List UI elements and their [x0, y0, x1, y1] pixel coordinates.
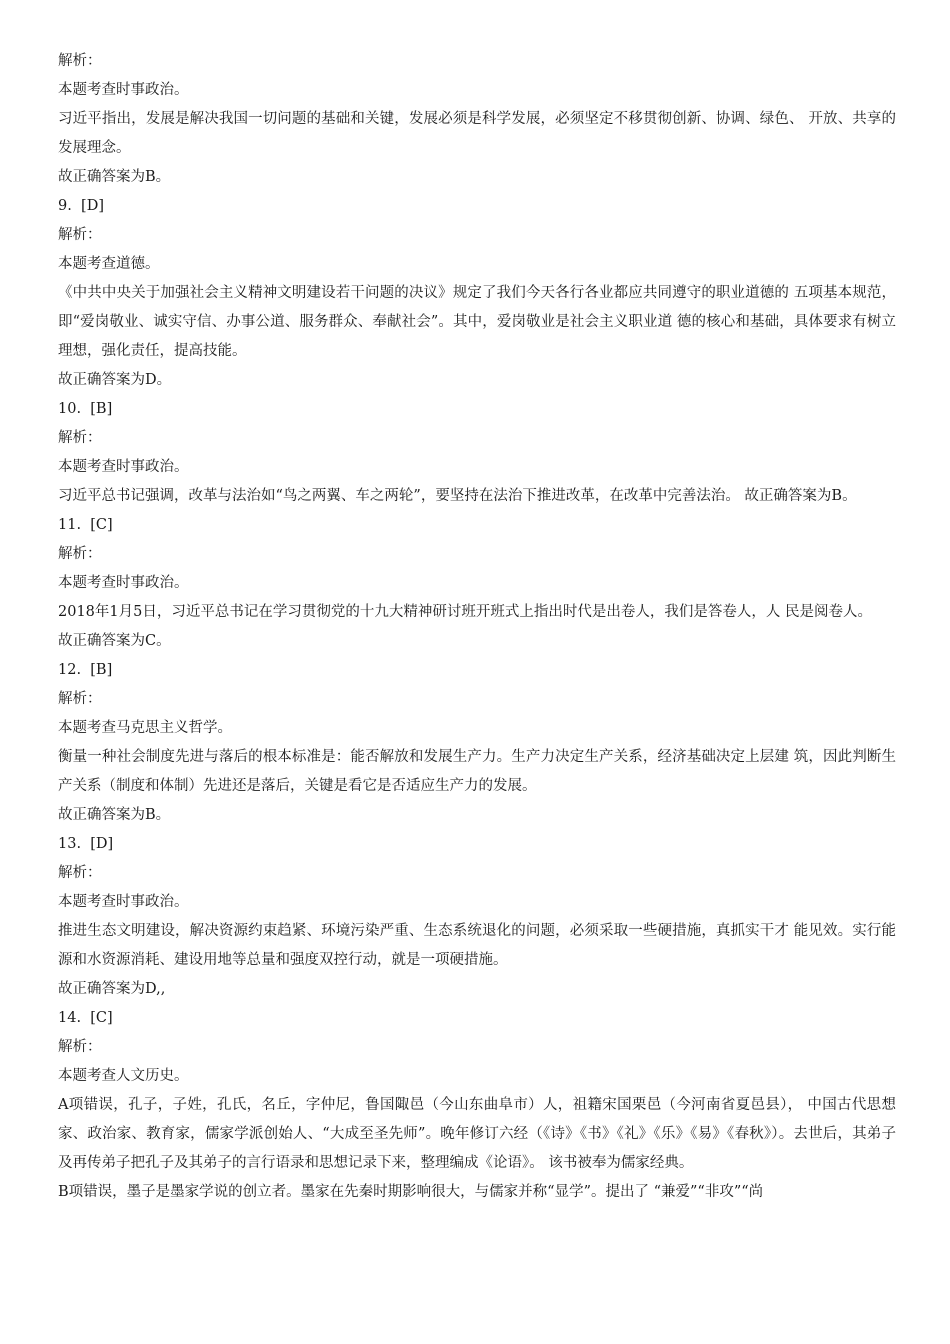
text-line: 故正确答案为B。 [58, 169, 171, 185]
paragraph: A项错误，孔子，子姓，孔氏，名丘，字仲尼，鲁国陬邑（今山东曲阜市）人，祖籍宋国栗邑（今河南省夏邑县）， 中国古代思想家、政治家、教育家，儒家学派创始人、“大成至圣先师”。晚年修订六经（《诗》《书》《礼》《乐》《易》《春秋》）。去世后，其弟子及再传弟子把孔子及其弟子的言行语录和思想记录下来，整理编成《论语》。 该书被奉为儒家经典。 [58, 1097, 896, 1171]
paragraph: 习近平总书记强调，改革与法治如“鸟之两翼、车之两轮”，要坚持在法治下推进改革，在改革中完善法治。 故正确答案为B。 [58, 488, 857, 504]
paragraph: 衡量一种社会制度先进与落后的根本标准是：能否解放和发展生产力。生产力决定生产关系，经济基础决定上层建 筑，因此判断生产关系（制度和体制）先进还是落后，关键是看它是否适应生产力的发展。 [58, 749, 896, 794]
text-line: 解析： [58, 227, 102, 243]
question-number: 14. [C] [58, 1010, 113, 1026]
text-line: 本题考查时事政治。 [58, 894, 189, 910]
question-number: 11. [C] [58, 517, 113, 533]
text-line: 本题考查道德。 [58, 256, 160, 272]
question-number: 13. [D] [58, 836, 114, 852]
question-number: 12. [B] [58, 662, 113, 678]
paragraph: 《中共中央关于加强社会主义精神文明建设若干问题的决议》规定了我们今天各行各业都应共同遵守的职业道德的 五项基本规范，即“爱岗敬业、诚实守信、办事公道、服务群众、奉献社会”。其中，爱岗敬业是社会主义职业道 德的核心和基础，具体要求有树立理想，强化责任，提高技能。 [58, 285, 896, 359]
text-line: 本题考查时事政治。 [58, 459, 189, 475]
question-number: 10. [B] [58, 401, 113, 417]
paragraph: 推进生态文明建设，解决资源约束趋紧、环境污染严重、生态系统退化的问题，必须采取一些硬措施，真抓实干才 能见效。实行能源和水资源消耗、建设用地等总量和强度双控行动，就是一项硬措施。 [58, 923, 896, 968]
text-line: 本题考查时事政治。 [58, 82, 189, 98]
text-line: 解析： [58, 691, 102, 707]
text-line: 本题考查时事政治。 [58, 575, 189, 591]
paragraph: B项错误，墨子是墨家学说的创立者。墨家在先秦时期影响很大，与儒家并称“显学”。提出了 “兼爱”“非攻”“尚 [58, 1184, 764, 1200]
text-line: 故正确答案为D。 [58, 372, 172, 388]
text-line: 故正确答案为B。 [58, 807, 171, 823]
text-line: 故正确答案为D,, [58, 981, 166, 997]
text-line: 本题考查人文历史。 [58, 1068, 189, 1084]
text-line: 解析： [58, 53, 102, 69]
text-line: 解析： [58, 1039, 102, 1055]
text-line: 本题考查马克思主义哲学。 [58, 720, 232, 736]
document-page [58, 47, 896, 1207]
text-line: 故正确答案为C。 [58, 633, 171, 649]
paragraph: 2018年1月5日，习近平总书记在学习贯彻党的十九大精神研讨班开班式上指出时代是出卷人，我们是答卷人，人 民是阅卷人。 [58, 604, 872, 620]
paragraph: 习近平指出，发展是解决我国一切问题的基础和关键，发展必须是科学发展，必须坚定不移贯彻创新、协调、绿色、 开放、共享的发展理念。 [58, 111, 896, 156]
text-line: 解析： [58, 546, 102, 562]
text-line: 解析： [58, 865, 102, 881]
question-number: 9. [D] [58, 198, 104, 214]
text-line: 解析： [58, 430, 102, 446]
